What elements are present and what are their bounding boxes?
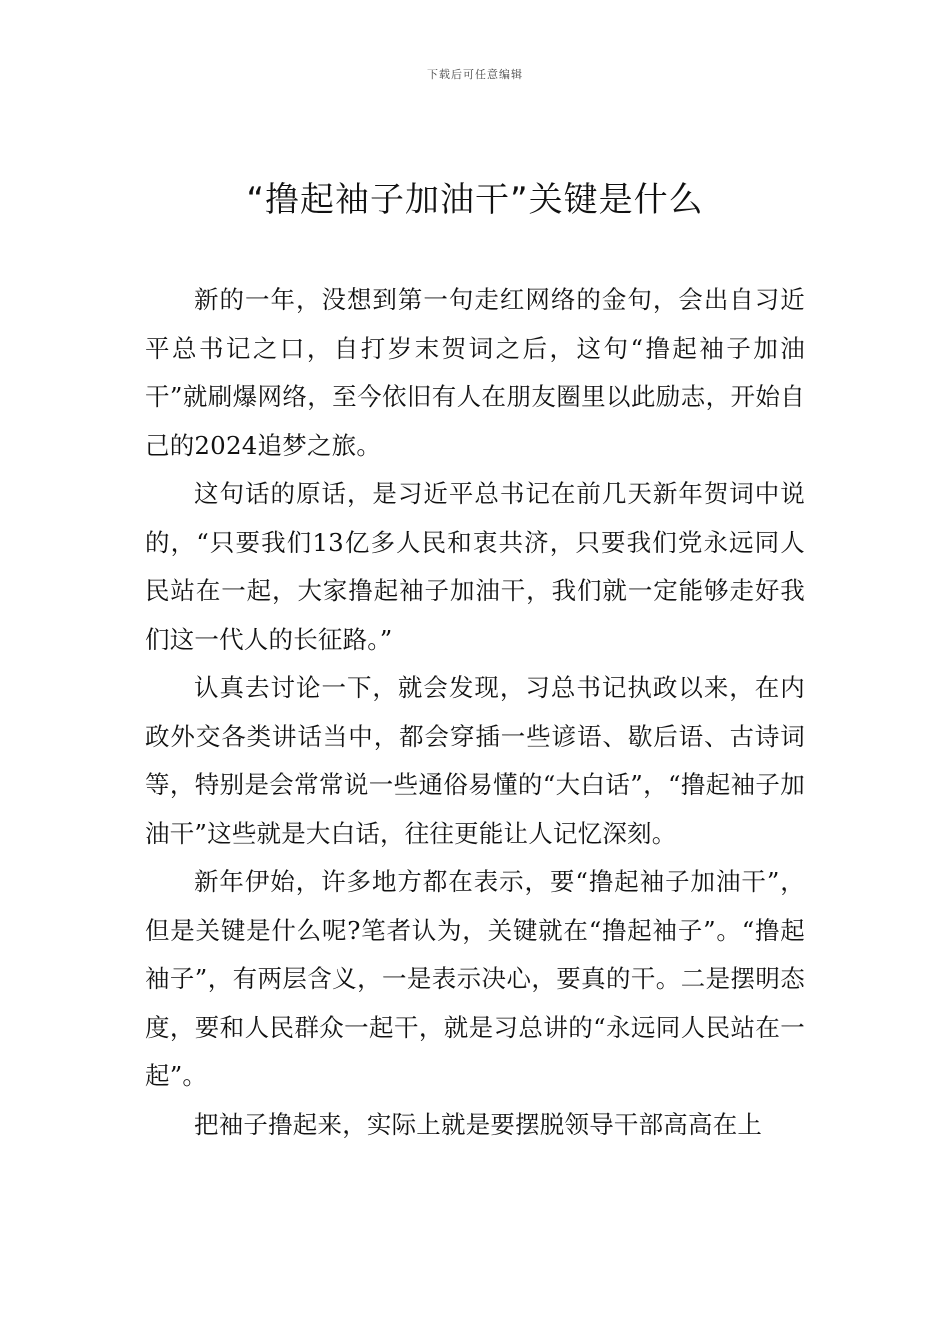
paragraph-1: 新的一年，没想到第一句走红网络的金句，会出自习近平总书记之口，自打岁末贺词之后，这句“撸起袖子加油干”就刷爆网络，至今依旧有人在朋友圈里以此励志，开始自己的2024追梦之旅。 <box>145 285 805 460</box>
paragraph-3: 认真去讨论一下，就会发现，习总书记执政以来，在内政外交各类讲话当中，都会穿插一些谚语、歇后语、古诗词等，特别是会常常说一些通俗易懂的“大白话”，“撸起袖子加油干”这些就是大白话，往往更能让人记忆深刻。 <box>145 673 805 848</box>
paragraph-5: 把袖子撸起来，实际上就是要摆脱领导干部高高在上 <box>194 1109 763 1139</box>
header-note: 下载后可任意编辑 <box>427 68 523 81</box>
paragraph-2: 这句话的原话，是习近平总书记在前几天新年贺词中说的，“只要我们13亿多人民和衷共济，只要我们党永远同人民站在一起，大家撸起袖子加油干，我们就一定能够走好我们这一代人的长征路。” <box>145 479 805 654</box>
paragraph-4: 新年伊始，许多地方都在表示，要“撸起袖子加油干”，但是关键是什么呢?笔者认为，关键就在“撸起袖子”。“撸起袖子”，有两层含义，一是表示决心，要真的干。二是摆明态度，要和人民群众一起干，就是习总讲的“永远同人民站在一起”。 <box>145 867 805 1090</box>
document-body <box>145 276 805 1149</box>
document-title: “撸起袖子加油干”关键是什么 <box>246 180 704 220</box>
